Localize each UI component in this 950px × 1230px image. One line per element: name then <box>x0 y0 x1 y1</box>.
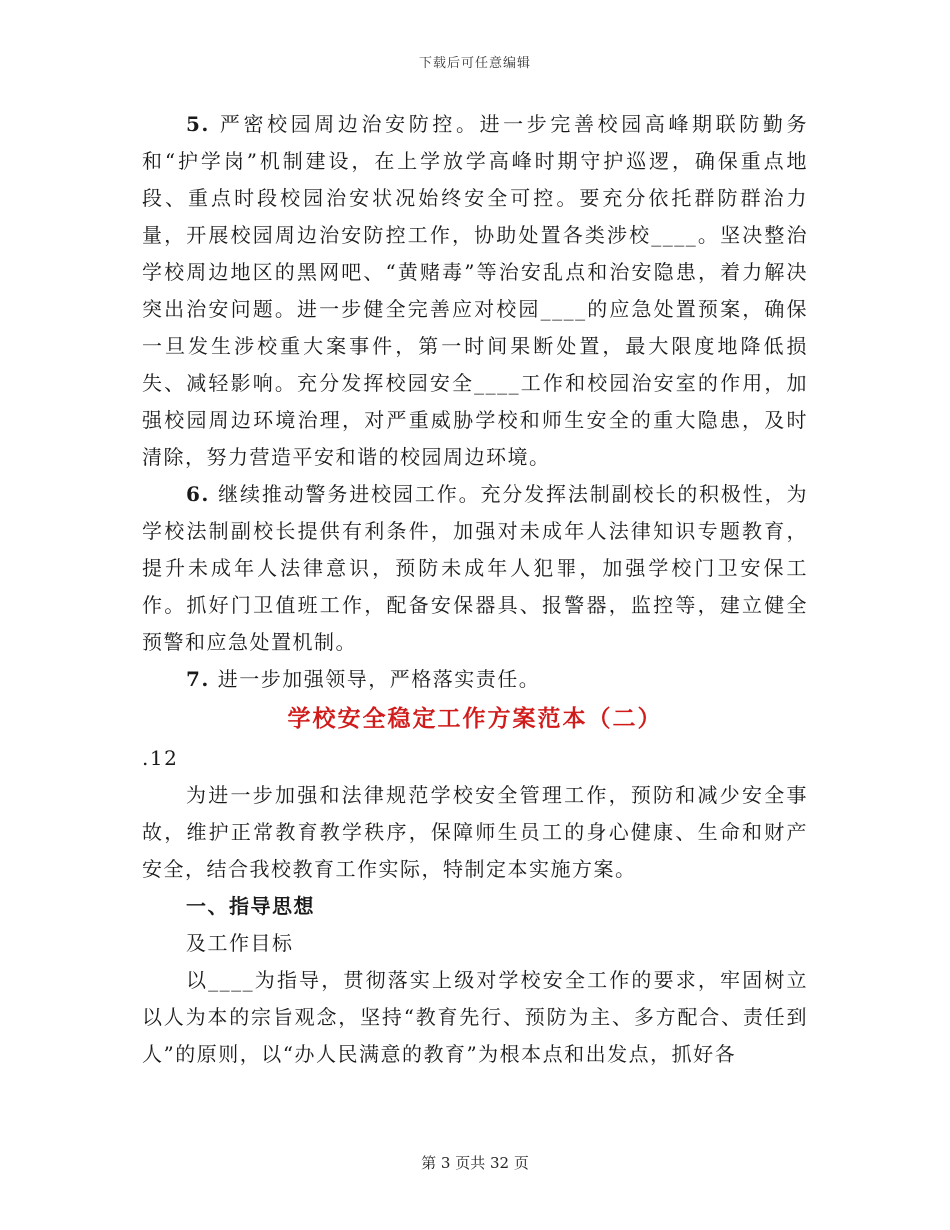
intro-paragraph: 为进一步加强和法律规范学校安全管理工作，预防和减少安全事故，维护正常教育教学秩序，保障师生员工的身心健康、生命和财产安全，结合我校教育工作实际，特制定本实施方案。 <box>142 783 808 881</box>
heading-guiding-thought: 一、指导思想 <box>186 894 315 918</box>
item-7 <box>142 661 808 698</box>
item-7-text: 进一步加强领导，严格落实责任。 <box>209 667 541 691</box>
document-body <box>142 106 808 1073</box>
item-6-text: 继续推动警务进校园工作。充分发挥法制副校长的积极性，为学校法制副校长提供有利条件，加强对未成年人法律知识专题教育，提升未成年人法律意识，预防未成年人犯罪，加强学校门卫安保工作。抓好门卫值班工作，配备安保器具、报警器，监控等，建立健全预警和应急处置机制。 <box>142 482 808 654</box>
item-5-text: 严密校园周边治安防控。进一步完善校园高峰期联防勤务和“护学岗”机制建设，在上学放学高峰时期守护巡逻，确保重点地段、重点时段校园治安状况始终安全可控。要充分依托群防群治力量，开展校园周边治安防控工作，协助处置各类涉校____。坚决整治学校周边地区的黑网吧、“黄赌毒”等治安乱点和治安隐患，着力解决突出治安问题。进一步健全完善应对校园____的应急处置预案，确保一旦发生涉校重大案事件，第一时间果断处置，最大限度地降低损失、减轻影响。充分发挥校园安全____工作和校园治安室的作用，加强校园周边环境治理，对严重威胁学校和师生安全的重大隐患，及时清除，努力营造平安和谐的校园周边环境。 <box>142 112 808 469</box>
item-5 <box>142 106 808 476</box>
item-6 <box>142 476 808 661</box>
page-header: 下载后可任意编辑 <box>418 56 531 71</box>
page-footer: 第 3 页共 32 页 <box>421 1154 529 1172</box>
guiding-paragraph: 以____为指导，贯彻落实上级对学校安全工作的要求，牢固树立以人为本的宗旨观念，坚持“教育先行、预防为主、多方配合、责任到人”的原则，以“办人民满意的教育”为根本点和出发点，抓好各 <box>142 968 808 1066</box>
section-title: 学校安全稳定工作方案范本（二） <box>287 705 663 732</box>
heading-sub: 及工作目标 <box>186 931 294 955</box>
item-7-number: 7. <box>186 667 210 691</box>
item-6-number: 6. <box>186 482 210 506</box>
item-5-number: 5. <box>186 112 210 136</box>
date-fragment: .12 <box>142 746 179 770</box>
